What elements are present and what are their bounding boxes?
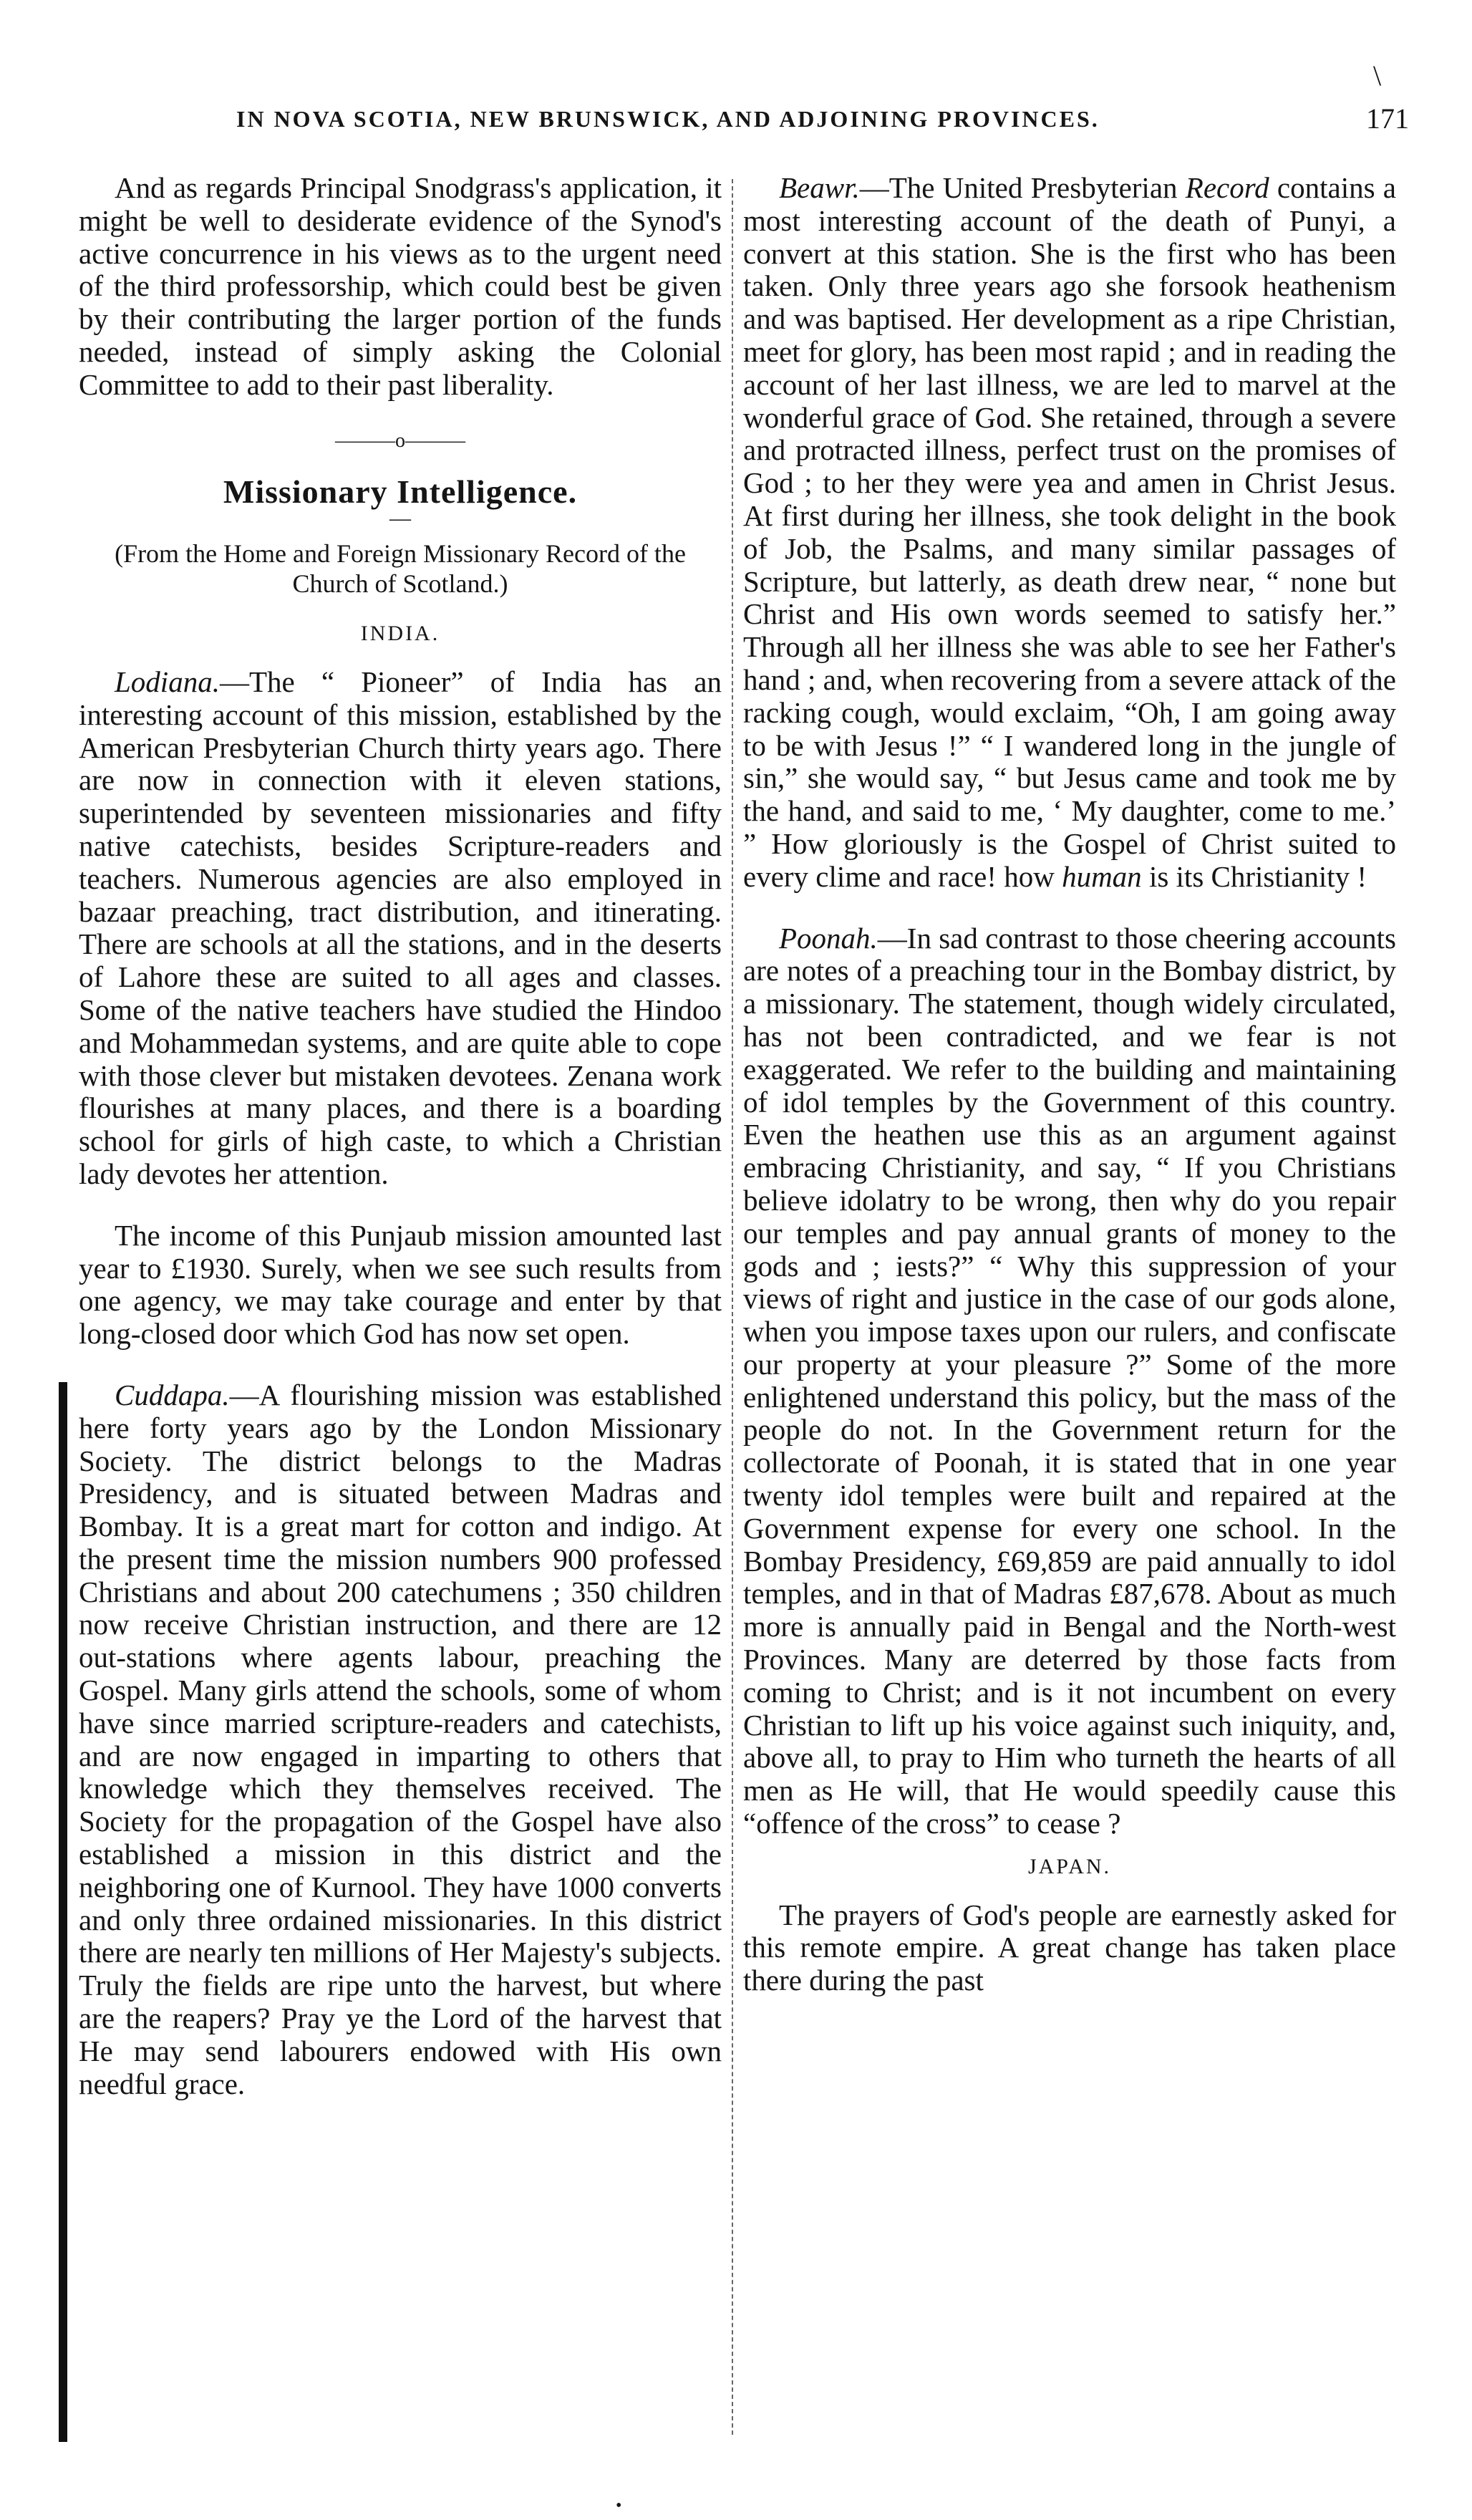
section-separator: ———o———: [335, 429, 465, 452]
poonah-paragraph: [743, 922, 1396, 1840]
income-paragraph: The income of this Punjaub mission amounted last year to £1930. Surely, when we see such results from one agency, we may take courage and enter by that long-closed door which God has now set open.: [79, 1218, 722, 1351]
cuddapa-lead: Cuddapa.: [115, 1378, 230, 1411]
margin-bar: [59, 1382, 67, 2442]
running-head: IN NOVA SCOTIA, NEW BRUNSWICK, AND ADJOINING PROVINCES.: [236, 106, 1100, 132]
cuddapa-paragraph: [79, 1379, 722, 2101]
page-corner-mark: \: [1373, 59, 1382, 92]
beawr-lead: Beawr.: [779, 171, 860, 204]
right-column: [743, 172, 1396, 1997]
source-note: (From the Home and Foreign Missionary Record of the Church of Scotland.): [115, 539, 686, 599]
lodiana-text: —The “ Pioneer” of India has an interesting account of this mission, established by the American Presbyterian Church thirty years ago. There are now in connection with it eleven stations, superintended by seventeen missionaries and fifty native catechists, besides Scripture-readers and teachers. Numerous agencies are also employed in bazaar preaching, tract distribution, and itinerating. There are schools at all the stations, and in the deserts of Lahore these are suited to all ages and classes. Some of the native teachers have studied the Hindoo and Mohammedan systems, and are quite able to cope with those clever but mistaken devotees. Zenana work flourishes at many places, and there is a boarding school for girls of high caste, to which a Christian lady devotes her attention.: [79, 665, 722, 1190]
beawr-paragraph: [743, 172, 1396, 894]
beawr-text-1: —The United Presbyterian: [859, 171, 1186, 204]
cuddapa-text: —A flourishing mission was established here forty years ago by the London Missionary Society. The district belongs to the Madras Presidency, and is situated between Madras and Bombay. It is a great mart for cotton and indigo. At the present time the mission numbers 900 professed Christians and about 200 catechumens ; 350 children now receive Christian instruction, and there are 12 out-stations where agents labour, preaching the Gospel. Many girls attend the schools, some of whom have since married scripture-readers and catechists, and are now engaged in imparting to others that knowledge which they themselves received. The Society for the propagation of the Gospel have also established a mission in this district and the neighboring one of Kurnool. They have 1000 converts and only three ordained missionaries. In this district there are nearly ten millions of Her Majesty's subjects. Truly the fields are ripe unto the harvest, but where are the reapers? Pray ye the Lord of the harvest that He may send labourers endowed with His own needful grace.: [79, 1378, 722, 2100]
left-column: [79, 172, 722, 2100]
lodiana-lead: Lodiana.: [115, 665, 220, 698]
india-subhead: INDIA.: [360, 622, 440, 646]
beawr-human: human: [1062, 859, 1142, 893]
column-divider: [732, 179, 733, 2435]
bottom-mark: •: [616, 2496, 622, 2515]
short-rule: —: [389, 506, 411, 531]
japan-subhead: JAPAN.: [1027, 1854, 1112, 1878]
beawr-text-3: is its Christianity !: [1141, 859, 1367, 893]
beawr-record: Record: [1185, 171, 1269, 204]
lodiana-paragraph: [79, 666, 722, 1191]
poonah-lead: Poonah.: [779, 921, 878, 955]
poonah-text: —In sad contrast to those cheering accounts are notes of a preaching tour in the Bombay district, by a missionary. The statement, though widely circulated, has not been contradicted, and we fear is not exaggerated. We refer to the building and maintaining of idol temples by the Government of this country. Even the heathen use this as an argument against embracing Christianity, and say, “ If you Christians believe idolatry to be wrong, then why do you repair our temples and pay annual grants of money to the gods and ; iests?” “ Why this suppression of your views of right and justice in the case of our gods alone, when you impose taxes upon our rulers, and confiscate our property at your pleasure ?” Some of the more enlightened understand this policy, but the mass of the people do not. In the Government return for the collectorate of Poonah, it is stated that in one year twenty idol temples were built and repaired at the Government expense for every one school. In the Bombay Presidency, £69,859 are paid annually to idol temples, and in that of Madras £87,678. About as much more is annually paid in Bengal and the North-west Provinces. Many are deterred by those facts from coming to Christ; and is it not incumbent on every Christian to lift up his voice against such iniquity, and, above all, to pray to Him who turneth the hearts of all men as He will, that He would speedily cause this “offence of the cross” to cease ?: [743, 921, 1396, 1840]
section-title: Missionary Intelligence.: [223, 473, 578, 511]
beawr-text-2: contains a most interesting account of the death of Punyi, a convert at this station. She is the first who has been taken. Only three years ago she forsook heathenism and was baptised. Her development as a ripe Christian, meet for glory, has been most rapid ; and in reading the account of her last illness, we are led to marvel at the wonderful grace of God. She retained, through a severe and protracted illness, perfect trust on the promises of God ; to her they were yea and amen in Christ Jesus. At first during her illness, she took delight in the book of Job, the Psalms, and many similar passages of Scripture, but latterly, as death drew near, “ none but Christ and His own words seemed to satisfy her.” Through all her illness she was able to see her Father's hand ; and, when recovering from a severe attack of the racking cough, would exclaim, “Oh, I am going away to be with Jesus !” “ I wandered long in the jungle of sin,” she would say, “ but Jesus came and took me by the hand, and said to me, ‘ My daughter, come to me.’ ” How gloriously is the Gospel of Christ suited to every clime and race! how: [743, 171, 1396, 893]
japan-paragraph: The prayers of God's people are earnestly asked for this remote empire. A great change has taken place there during the past: [743, 1898, 1396, 1997]
intro-paragraph: And as regards Principal Snodgrass's application, it might be well to desiderate evidence of the Synod's active concurrence in his views as to the urgent need of the third professorship, which could best be given by their contributing the larger portion of the funds needed, instead of simply asking the Colonial Committee to add to their past liberality.: [79, 171, 722, 401]
page-number: 171: [1366, 102, 1409, 135]
